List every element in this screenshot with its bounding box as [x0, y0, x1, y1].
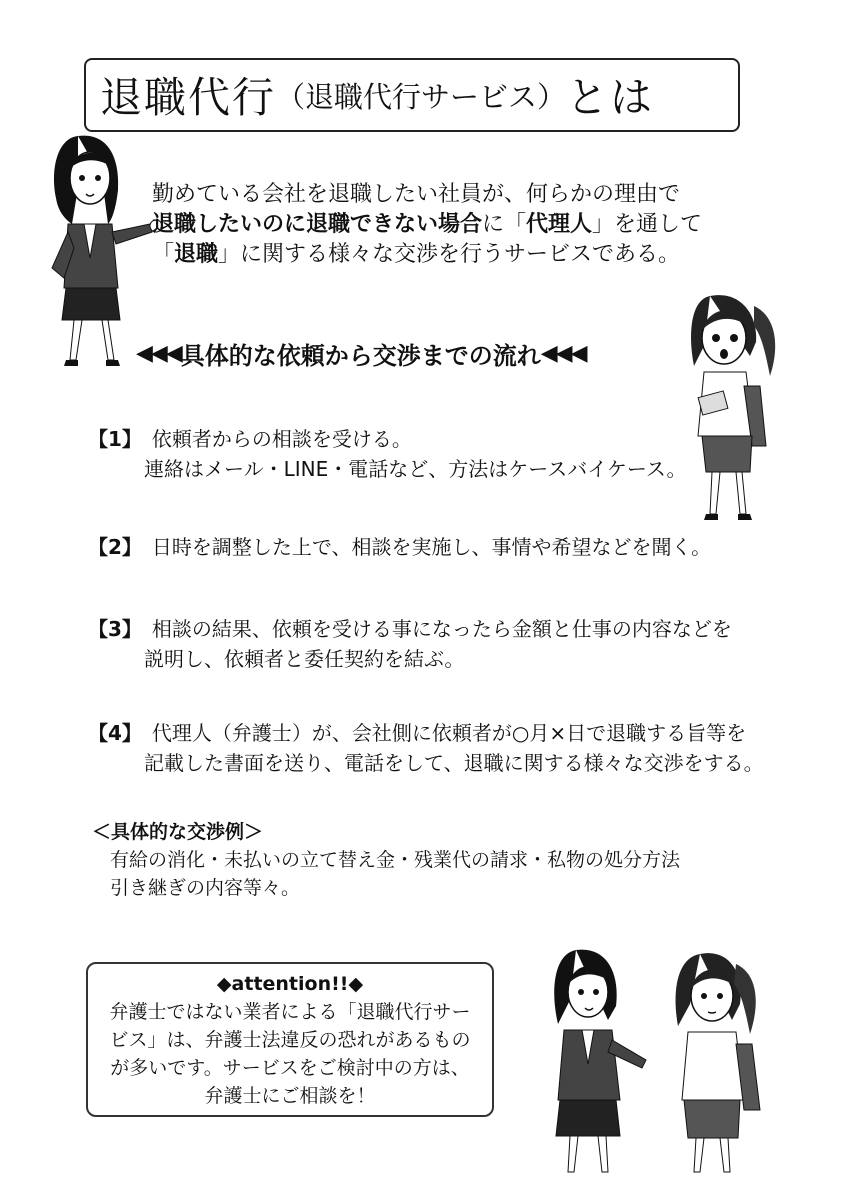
step-text: 日時を調整した上で、相談を実施し、事情や希望などを聞く。: [151, 535, 712, 559]
page-title: [84, 58, 740, 132]
intro-line-1: 勤めている会社を退職したい社員が、何らかの理由で: [152, 182, 681, 207]
intro-line-2: [152, 210, 712, 240]
title-suffix: とは: [566, 73, 655, 122]
attention-line-1: 弁護士ではない業者による「退職代行サー: [109, 1001, 471, 1023]
title-sub: （退職代行サービス）: [276, 79, 567, 114]
intro-text-tail: 」に関する様々な交渉を行うサービスである。: [218, 242, 681, 267]
examples-line-1: 有給の消化・未払いの立て替え金・残業代の請求・私物の処分方法: [110, 849, 681, 871]
triangle-right-icon: ◀◀◀: [540, 341, 586, 366]
step-text: 依頼者からの相談を受ける。: [151, 427, 412, 451]
step-text-continued: 連絡はメール・LINE・電話など、方法はケースバイケース。: [144, 457, 687, 481]
step-text-continued: 記載した書面を送り、電話をして、退職に関する様々な交渉をする。: [144, 751, 764, 775]
intro-line-3: [152, 240, 712, 270]
step-number: 【3】: [88, 617, 142, 641]
intro-bracket: 「: [152, 242, 175, 267]
intro-text: [152, 180, 712, 270]
step-2: [88, 532, 711, 562]
intro-emphasis-2: 代理人: [526, 212, 593, 237]
attention-line-4: 弁護士にご相談を！: [204, 1085, 376, 1107]
intro-text-end: 」を通して: [592, 212, 703, 237]
step-text: 相談の結果、依頼を受ける事になったら金額と仕事の内容などを: [151, 617, 732, 641]
step-number: 【1】: [88, 427, 142, 451]
attention-line-2: ビス」は、弁護士法違反の恐れがあるもの: [109, 1029, 471, 1051]
attention-box: [86, 962, 494, 1117]
examples-line-2: 引き継ぎの内容等々。: [110, 877, 301, 899]
flow-heading-text: 具体的な依頼から交渉までの流れ: [180, 342, 541, 370]
step-number: 【2】: [88, 535, 142, 559]
step-number: 【4】: [88, 721, 142, 745]
examples-title: ＜具体的な交渉例＞: [92, 821, 264, 843]
intro-emphasis-3: 退職: [174, 242, 219, 267]
step-text-continued: 説明し、依頼者と委任契約を結ぶ。: [144, 647, 465, 671]
title-main: 退職代行: [100, 73, 277, 122]
businesswoman-illustration: [38, 128, 168, 368]
attention-title: ◆attention!!◆: [216, 973, 364, 995]
attention-line-3: が多いです。サービスをご検討中の方は、: [110, 1057, 470, 1079]
step-1: [88, 424, 686, 484]
flow-heading: [136, 336, 586, 371]
triangle-left-icon: ◀◀◀: [136, 341, 181, 366]
step-3: [88, 614, 732, 674]
intro-emphasis-1: 退職したいのに退職できない場合: [152, 212, 483, 237]
girl-with-notepad-illustration: [680, 286, 790, 526]
step-text: 代理人（弁護士）が、会社側に依頼者が○月×日で退職する旨等を: [151, 721, 747, 745]
step-4: [88, 718, 764, 778]
intro-text-mid: に「: [482, 212, 527, 237]
negotiation-examples: [92, 818, 680, 902]
two-women-illustration: [536, 940, 776, 1180]
